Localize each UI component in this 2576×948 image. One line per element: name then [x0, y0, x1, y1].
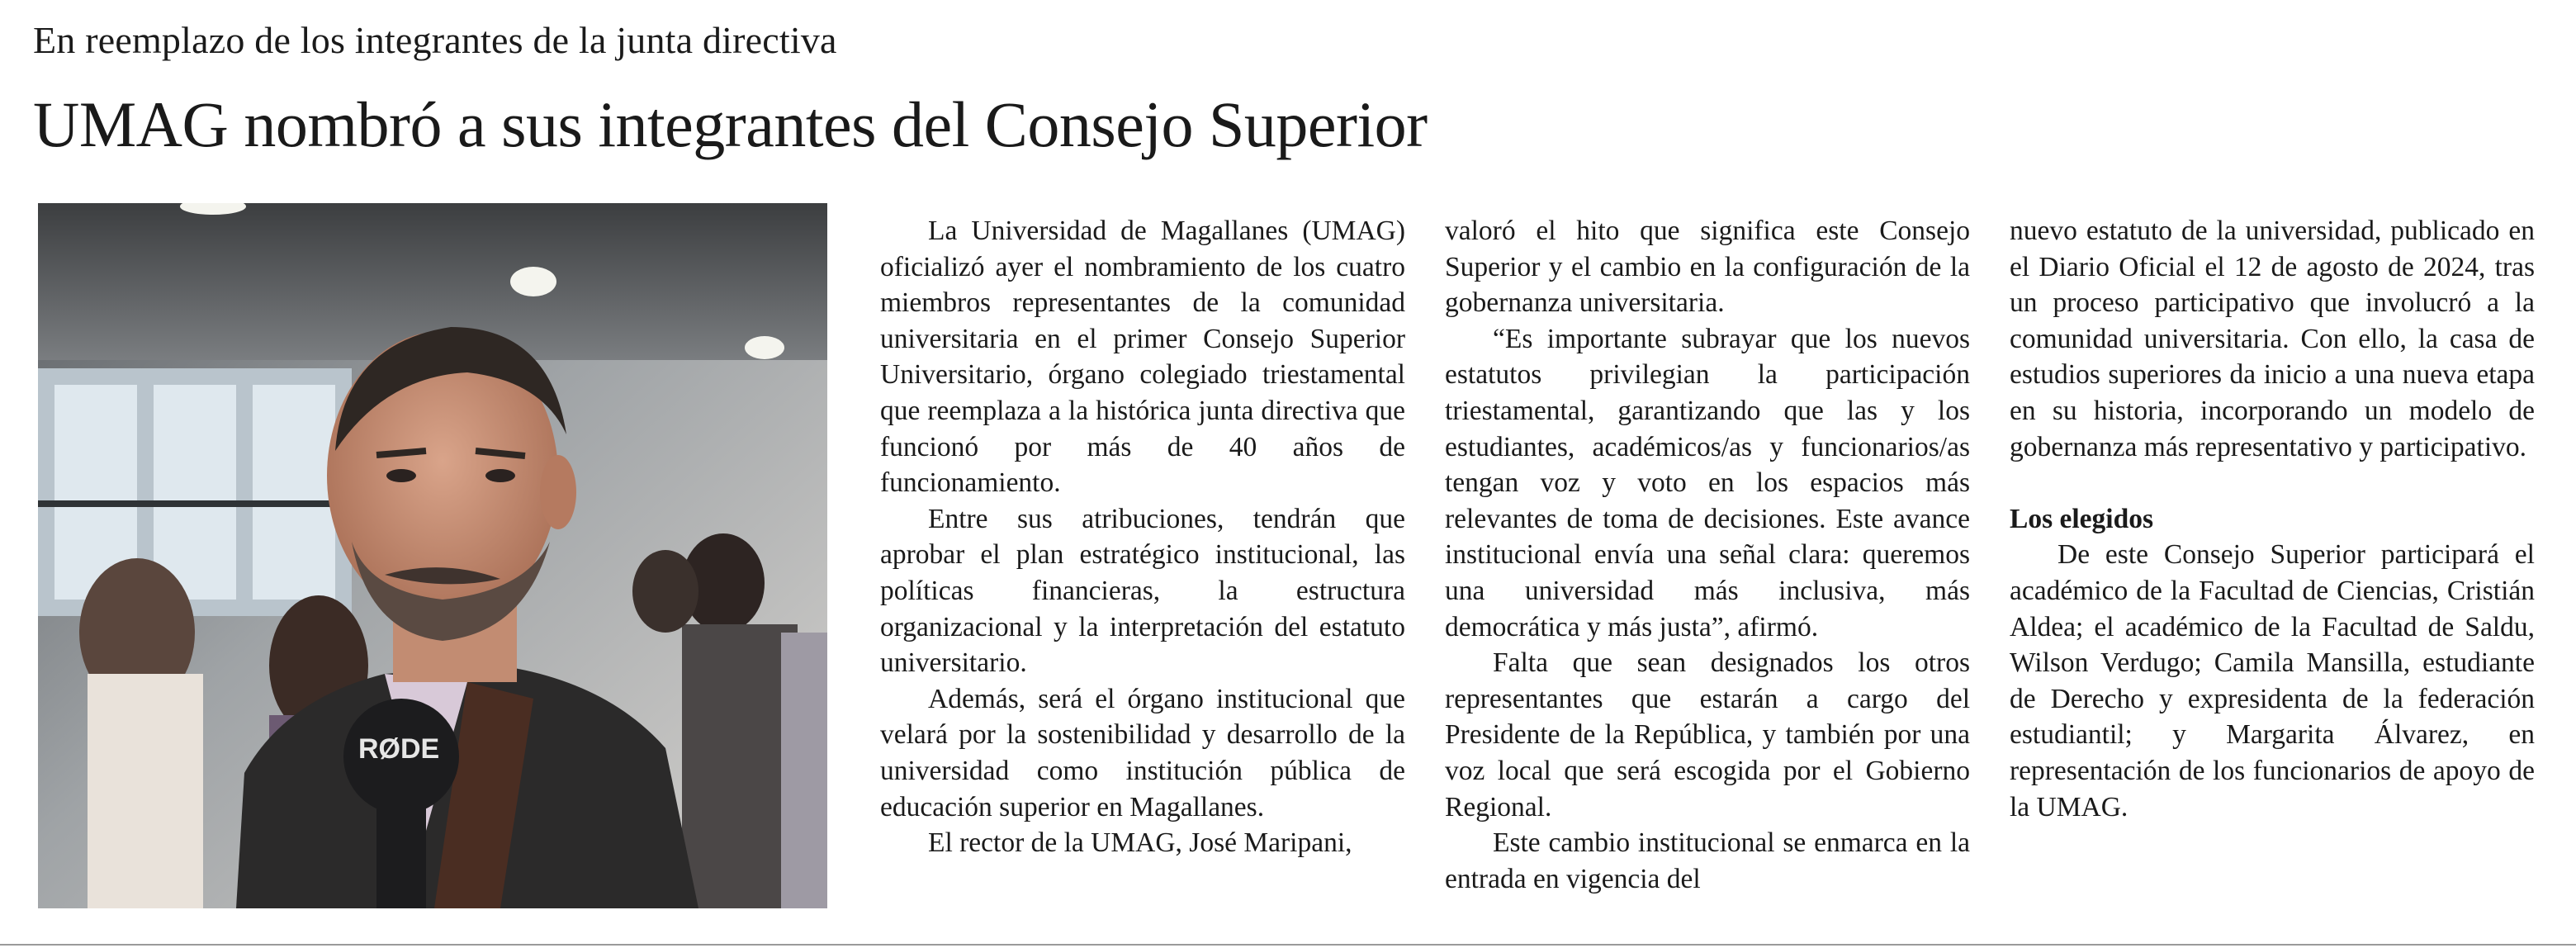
paragraph: Falta que sean designados los otros representantes que estarán a cargo del Presidente de la República, y también por una voz local que será escogida por el Gobierno Regional. — [1445, 647, 1970, 822]
headline: UMAG nombró a sus integrantes del Consejo Superior — [33, 88, 1428, 160]
text-column-1 — [880, 213, 1405, 861]
subheading: Los elegidos — [2010, 503, 2154, 534]
paragraph: Entre sus atribuciones, tendrán que aprobar el plan estratégico institucional, las políticas financieras, la estructura organizacional y la interpretación del estatuto universitario. — [880, 503, 1405, 679]
photo-illustration — [38, 203, 827, 908]
article-photo — [38, 203, 827, 908]
microphone-brand-text: RØDE — [358, 733, 440, 765]
paragraph: Este cambio institucional se enmarca en la entrada en vigencia del — [1445, 827, 1970, 894]
paragraph: “Es importante subrayar que los nuevos estatutos privilegian la participación triestamental, garantizando que las y los estudiantes, académicos/as y funcionarios/as tengan voz y voto en los espacios más relevantes de toma de decisiones. Este avance institucional envía una señal clara: queremos una universidad más inclusiva, más democrática y más justa”, afirmó. — [1445, 323, 1970, 642]
kicker: En reemplazo de los integrantes de la junta directiva — [33, 19, 837, 61]
bottom-rule — [0, 944, 2576, 946]
text-column-3 — [2010, 213, 2535, 825]
paragraph-continued: nuevo estatuto de la universidad, publicado en el Diario Oficial el 12 de agosto de 2024, tras un proceso participativo que involucró a la comunidad universitaria. Con ello, la casa de estudios superiores da inicio a una nueva etapa en su historia, incorporando un modelo de gobernanza más representativo y participativo. — [2010, 216, 2535, 462]
paragraph-continued: valoró el hito que significa este Consejo Superior y el cambio en la configuración de la gobernanza universitaria. — [1445, 216, 1970, 319]
paragraph: El rector de la UMAG, José Maripani, — [928, 827, 1352, 859]
paragraph: Además, será el órgano institucional que velará por la sostenibilidad y desarrollo de la universidad como institución pública de educación superior en Magallanes. — [880, 683, 1405, 822]
text-column-2 — [1445, 213, 1970, 897]
spacer — [2010, 465, 2535, 501]
paragraph: De este Consejo Superior participará el académico de la Facultad de Ciencias, Cristián Aldea; el académico de la Facultad de Saldu, Wilson Verdugo; Camila Mansilla, estudiante de Derecho y expresidenta de la federación estudiantil; y Margarita Álvarez, en representación de los funcionarios de apoyo de la UMAG. — [2010, 539, 2535, 822]
paragraph: La Universidad de Magallanes (UMAG) oficializó ayer el nombramiento de los cuatro miembros representantes de la comunidad universitaria en el primer Consejo Superior Universitario, órgano colegiado triestamental que reemplaza a la histórica junta directiva que funcionó por más de 40 años de funcionamiento. — [880, 216, 1405, 499]
